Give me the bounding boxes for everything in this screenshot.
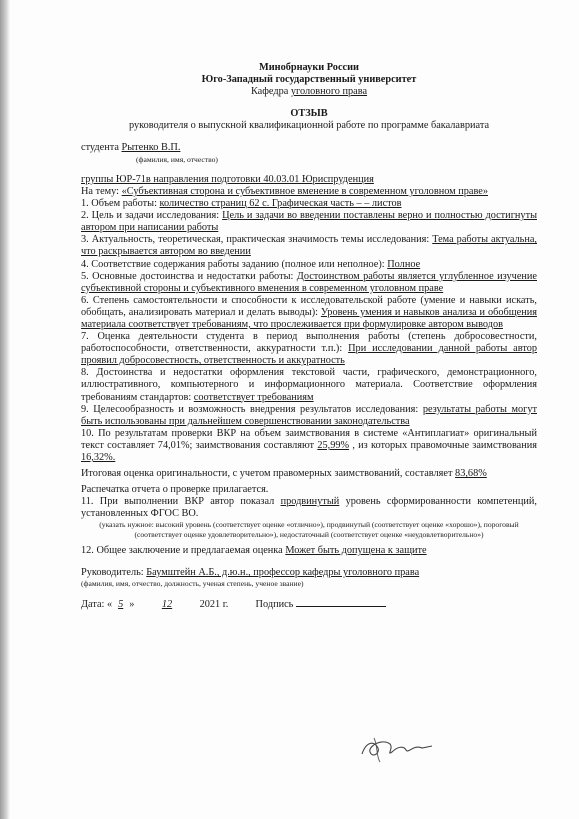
student-caption: (фамилия, имя, отчество): [136, 154, 218, 164]
printout-note: Распечатка отчета о проверке прилагается.: [81, 484, 269, 496]
conclusion-line: [81, 545, 537, 557]
item-value: При исследовании данной работы автор проявил добросовестность, ответственность и аккуратность: [81, 343, 537, 367]
group-line: [81, 174, 537, 186]
item-label: 9. Целесообразность и возможность внедрения результатов исследования:: [81, 403, 419, 415]
supervisor-label: Руководитель:: [81, 567, 144, 579]
competence-level: продвинутый: [280, 496, 340, 508]
item-value: результаты работы могут быть использованы при дальнейшем совершенствовании законодательства: [81, 403, 537, 427]
topic-label: На тему:: [81, 185, 120, 197]
item-value: Тема работы актуальна, что раскрывается автором во введении: [81, 234, 538, 258]
item-label: 4. Соответствие содержания работы заданию (полное или неполное):: [81, 258, 385, 270]
university-line: Юго-Западный государственный университет: [201, 74, 417, 86]
date-year: 2021 г.: [199, 598, 229, 610]
competence-note: (указать нужное: высокий уровень (соответствует оценке «отлично»), продвинутый (соответствует оценке «хорошо»), пороговый (соответствует оценке удовлетворительно»), недостаточный (соответствует оценке «неудовлетворительно»): [99, 520, 519, 539]
item-label: 1. Объем работы:: [81, 198, 157, 210]
plagiarism-line: [81, 428, 537, 464]
date-line: [81, 599, 537, 611]
department-line: [81, 86, 537, 98]
signature-label: Подпись: [255, 598, 294, 610]
evaluation-item: [81, 259, 537, 271]
item-value: Уровень умения и навыков анализа и обобщения материала соответствует требованиям, что прослеживается при формулировке автором выводов: [81, 306, 537, 330]
conclusion-value: Может быть допущена к защите: [285, 545, 427, 557]
department-prefix: Кафедра: [250, 86, 289, 98]
item-value: соответствует требованиям: [193, 391, 314, 403]
final-originality-value: 83,68%: [455, 468, 487, 480]
item-label: 2. Цель и задачи исследования:: [81, 210, 220, 222]
date-label: Дата: «: [81, 598, 113, 610]
legit-borrowing-percent: 16,32%.: [81, 452, 116, 464]
supervisor-value: Баумштейн А.Б., д.ю.н., профессор кафедры уголовного права: [146, 567, 420, 579]
review-document: [81, 62, 537, 611]
item-value: количество страниц 62 с. Графическая часть – – листов: [159, 198, 402, 210]
competence-text-a: 11. При выполнении ВКР автор показал: [81, 496, 275, 508]
supervisor-caption: (фамилия, имя, отчество, должность, ученая степень, ученое звание): [81, 579, 304, 589]
item-label: 6. Степень самостоятельности и способности к исследовательской работе (умение и навыки искать, обобщать, анализировать материал и делать выводы):: [81, 294, 537, 318]
evaluation-item: [81, 198, 537, 210]
evaluation-item: [81, 404, 537, 428]
doc-subtitle: руководителя о выпускной квалификационной работе по программе бакалавриата: [128, 120, 490, 132]
evaluation-item: [81, 234, 537, 258]
item-label: 3. Актуальность, теоретическая, практическая значимость темы исследования:: [81, 234, 430, 246]
ministry-line: Минобрнауки России: [259, 62, 359, 73]
topic-value: «Субъективная сторона и субъективное вменение в современном уголовном праве»: [121, 185, 488, 197]
item-value: Полное: [387, 258, 421, 270]
evaluation-item: [81, 295, 537, 331]
student-prefix: студента: [81, 142, 119, 154]
date-day: 5: [118, 598, 124, 610]
item-label: 5. Основные достоинства и недостатки работы:: [81, 270, 294, 282]
student-line: [81, 142, 537, 154]
student-name: Рытенко В.П.: [121, 142, 181, 154]
competence-line: [81, 496, 537, 520]
item-label: 7. Оценка деятельности студента в период выполнения работы (степень добросовестности, работоспособности, ответственности, аккуратности т.п.):: [81, 331, 537, 355]
topic-line: [81, 186, 537, 198]
group-value: группы ЮР-71в направления подготовки 40.03.01 Юриспруденция: [81, 173, 374, 185]
final-originality-line: [81, 468, 537, 480]
scan-edge-shadow: [0, 0, 10, 819]
evaluation-items: [81, 198, 537, 428]
handwritten-signature: [356, 734, 436, 764]
date-month: 12: [161, 598, 173, 610]
date-mid: »: [129, 598, 135, 610]
supervisor-line: [81, 567, 537, 579]
competence-text-b: уровень сформированности компетенций, установленных ФГОС ВО.: [81, 496, 537, 520]
borrowing-percent: 25,99%: [317, 439, 350, 451]
evaluation-item: [81, 210, 537, 234]
final-originality-text: Итоговая оценка оригинальности, с учетом правомерных заимствований, составляет: [81, 468, 453, 480]
evaluation-item: [81, 271, 537, 295]
item-value: Достоинством работы является углубленное изучение субъективной стороны и субъективного вменения в современном уголовном праве: [81, 270, 537, 294]
doc-title: ОТЗЫВ: [290, 108, 328, 120]
item-value: Цель и задачи во введении поставлены верно и полностью достигнуты автором при написании работы: [81, 210, 537, 234]
plagiarism-text-a: 10. По результатам проверки ВКР на объем заимствования в системе «Антиплагиат» оригинальный текст составляет 74,01%; заимствования составляют: [81, 427, 537, 451]
item-label: 8. Достоинства и недостатки оформления текстовой части, графического, демонстрационного, иллюстративного, компьютерного и информационного материала. Соответствие оформления требованиям стандартов:: [81, 367, 537, 403]
department-name: уголовного права: [290, 86, 368, 98]
plagiarism-text-b: , из которых правомочные заимствования: [352, 439, 538, 451]
evaluation-item: [81, 367, 537, 403]
conclusion-label: 12. Общее заключение и предлагаемая оценка: [81, 545, 283, 557]
evaluation-item: [81, 331, 537, 367]
